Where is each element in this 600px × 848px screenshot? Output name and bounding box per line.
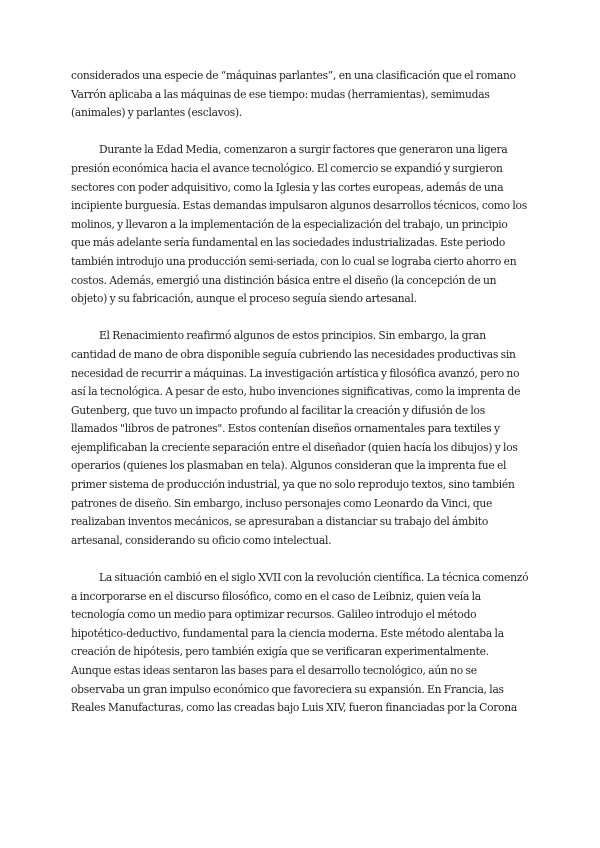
document-body: [71, 67, 529, 718]
paragraph-continuation: considerados una especie de “máquinas parlantes”, en una clasificación que el romano Varrón aplicaba a las máquinas de ese tiempo: mudas (herramientas), semimudas (animales) y parlantes (esclavos).: [71, 69, 516, 120]
paragraph-siglo-xvii: La situación cambió en el siglo XVII con la revolución científica. La técnica comenzó a incorporarse en el discurso filosófico, como en el caso de Leibniz, quien veía la tecnología como un medio para optimizar recursos. Galileo introdujo el método hipotético-deductivo, fundamental para la ciencia moderna. Este método alentaba la creación de hipótesis, pero también exigía que se verificaran experimentalmente. Aunque estas ideas sentaron las bases para el desarrollo tecnológico, aún no se observaba un gran impulso económico que favoreciera su expansión. En Francia, las Reales Manufacturas, como las creadas bajo Luis XIV, fueron financiadas por la Corona: [71, 571, 529, 715]
paragraph-edad-media: Durante la Edad Media, comenzaron a surgir factores que generaron una ligera presión económica hacia el avance tecnológico. El comercio se expandió y surgieron sectores con poder adquisitivo, como la Iglesia y las cortes europeas, además de una incipiente burguesía. Estas demandas impulsaron algunos desarrollos técnicos, como los molinos, y llevaron a la implementación de la especialización del trabajo, un principio que más adelante sería fundamental en las sociedades industrializadas. Este periodo también introdujo una producción semi-seriada, con lo cual se lograba cierto ahorro en costos. Además, emergió una distinción básica entre el diseño (la concepción de un objeto) y su fabricación, aunque el proceso seguía siendo artesanal.: [71, 143, 527, 306]
paragraph-renacimiento: El Renacimiento reafirmó algunos de estos principios. Sin embargo, la gran cantidad de mano de obra disponible seguía cubriendo las necesidades productivas sin necesidad de recurrir a máquinas. La investigación artística y filosófica avanzó, pero no así la tecnológica. A pesar de esto, hubo invenciones significativas, como la imprenta de Gutenberg, que tuvo un impacto profundo al facilitar la creación y difusión de los llamados "libros de patrones". Estos contenían diseños ornamentales para textiles y ejemplificaban la creciente separación entre el diseñador (quien hacía los dibujos) y los operarios (quienes los plasmaban en tela). Algunos consideran que la imprenta fue el primer sistema de producción industrial, ya que no solo reprodujo textos, sino también patrones de diseño. Sin embargo, incluso personajes como Leonardo da Vinci, que realizaban inventos mecánicos, se apresuraban a distanciar su trabajo del ámbito artesanal, considerando su oficio como intelectual.: [71, 329, 521, 547]
